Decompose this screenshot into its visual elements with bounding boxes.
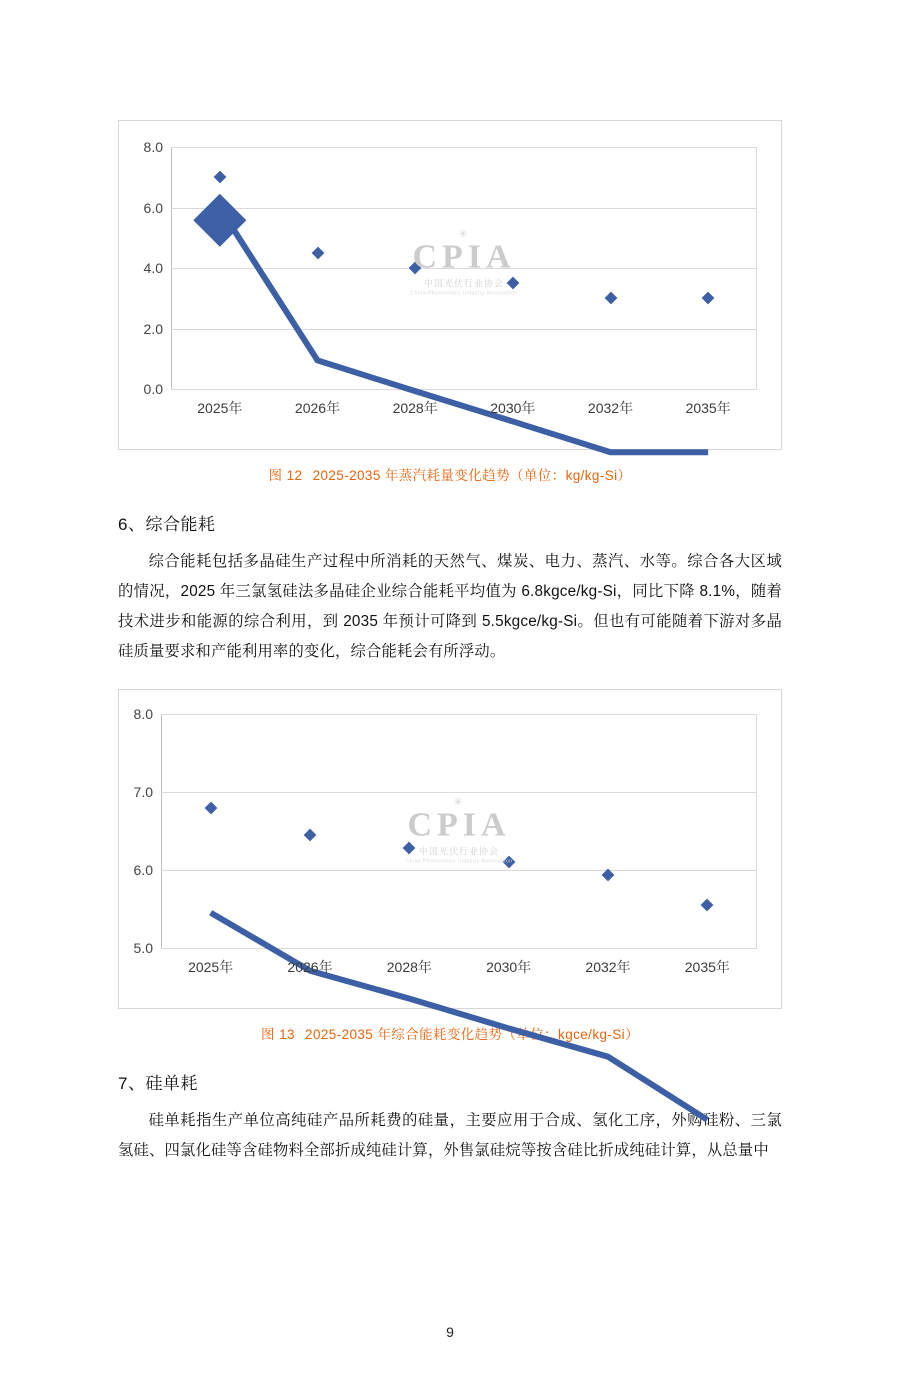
data-point-marker xyxy=(403,842,416,855)
figure-12-plot-area xyxy=(143,139,757,416)
y-tick-label: 4.0 xyxy=(143,260,163,276)
figure-13-marker-layer xyxy=(161,714,757,948)
watermark-subtitle-en: China Photovoltaic Industry Association xyxy=(410,290,518,297)
data-point-marker xyxy=(701,899,714,912)
y-tick-label: 6.0 xyxy=(133,861,153,878)
x-tick-label: 2026年 xyxy=(287,959,333,975)
data-point-marker xyxy=(604,292,617,305)
y-tick-label: 7.0 xyxy=(133,783,153,800)
data-point-marker xyxy=(502,856,515,869)
y-tick-label: 5.0 xyxy=(133,940,153,956)
figure-13-caption-text: 2025-2035 年综合能耗变化趋势（单位：kgce/kg-Si） xyxy=(305,1027,639,1042)
page-number: 9 xyxy=(446,1324,454,1340)
data-point-marker xyxy=(602,869,615,882)
y-tick-label: 0.0 xyxy=(143,381,163,397)
x-tick-label: 2035年 xyxy=(684,959,730,975)
x-tick-label: 2028年 xyxy=(392,400,438,416)
y-tick-label: 2.0 xyxy=(143,320,163,337)
figure-12-caption-text: 2025-2035 年蒸汽耗量变化趋势（单位：kg/kg-Si） xyxy=(312,468,632,483)
data-point-marker xyxy=(311,247,324,260)
watermark-subtitle-en: China Photovoltaic Industry Association xyxy=(405,858,513,865)
data-point-marker xyxy=(213,171,226,184)
x-tick-label: 2032年 xyxy=(587,400,634,416)
x-tick-label: 2025年 xyxy=(188,959,234,975)
x-tick-label: 2028年 xyxy=(386,959,432,975)
watermark-title: CPIA xyxy=(407,806,511,844)
section-7-heading: 7、硅单耗 xyxy=(118,1074,198,1093)
x-tick-label: 2032年 xyxy=(585,959,631,975)
section-7-paragraph: 硅单耗指生产单位高纯硅产品所耗费的硅量，主要应用于合成、氢化工序，外购硅粉、三氯氢硅、四氯化硅等含硅物料全部折成纯硅计算，外售氯硅烷等按含硅比折成纯硅计算，从总量中 xyxy=(118,1112,782,1159)
y-tick-label: 8.0 xyxy=(143,139,163,155)
y-tick-label: 8.0 xyxy=(133,706,153,722)
x-tick-label: 2030年 xyxy=(490,400,536,416)
data-point-marker xyxy=(204,801,217,814)
figure-13-caption-number: 图 13 xyxy=(261,1027,295,1042)
figure-12-chart xyxy=(118,120,782,450)
watermark-subtitle: 中国光伏行业协会 xyxy=(423,278,504,289)
figure-12-marker-layer xyxy=(171,147,757,389)
y-tick-label: 6.0 xyxy=(143,199,163,216)
watermark-title: CPIA xyxy=(412,238,516,276)
section-6-paragraph: 综合能耗包括多晶硅生产过程中所消耗的天然气、煤炭、电力、蒸汽、水等。综合各大区域的情况，2025 年三氯氢硅法多晶硅企业综合能耗平均值为 6.8kgce/kg-Si，同比下降 8.1%，随着技术进步和能源的综合利用，到 2035 年预计可降到 5.5kgce/kg-Si。但也有可能随着下游对多晶硅质量要求和产能利用率的变化，综合能耗会有所浮动。 xyxy=(118,553,782,660)
data-point-marker xyxy=(506,277,519,290)
figure-13-chart xyxy=(118,689,782,1009)
document-page xyxy=(0,120,900,1392)
data-point-marker xyxy=(702,292,715,305)
watermark-rays-icon: ✳ xyxy=(453,796,465,809)
x-tick-label: 2030年 xyxy=(486,959,532,975)
data-point-marker xyxy=(304,829,317,842)
x-tick-label: 2035年 xyxy=(685,400,731,416)
section-6-heading: 6、综合能耗 xyxy=(118,515,216,534)
figure-12-caption-number: 图 12 xyxy=(268,468,303,483)
watermark-rays-icon: ✳ xyxy=(458,228,470,241)
watermark-subtitle: 中国光伏行业协会 xyxy=(418,846,499,857)
x-tick-label: 2025年 xyxy=(197,400,243,416)
figure-13-plot-area xyxy=(133,706,757,975)
data-point-marker xyxy=(409,262,422,275)
x-tick-label: 2026年 xyxy=(294,400,341,416)
